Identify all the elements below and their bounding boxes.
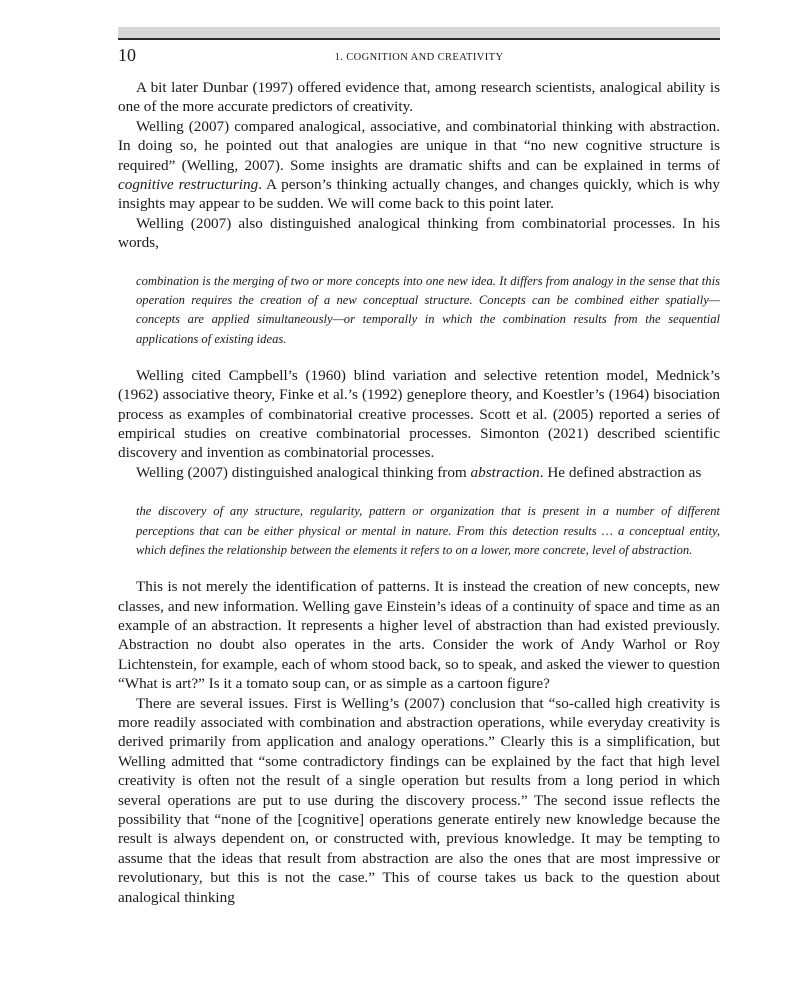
- paragraph-5: Welling (2007) distinguished analogical thinking from abstraction. He defined abstraction as: [136, 463, 702, 481]
- emphasis-abstraction: abstraction: [470, 463, 540, 481]
- running-head: 1. COGNITION AND CREATIVITY: [334, 52, 504, 63]
- block-quote-combination: combination is the merging of two or more concepts into one new idea. It differs from analogy in the sense that this operation requires the creation of a new conceptual structure. Concepts can be combined either spatially—concepts are applied simultaneously—or temporally in which the combination results from the sequential applications of existing ideas.: [136, 273, 720, 346]
- block-quote-abstraction: the discovery of any structure, regularity, pattern or organization that is present in a number of different perceptions that can be either physical or mental in nature. From this detection results … a conceptual entity, which defines the relationship between the elements it refers to on a lower, more concrete, level of abstraction.: [136, 504, 720, 557]
- paragraph-6: This is not merely the identification of patterns. It is instead the creation of new concepts, new classes, and new information. Welling gave Einstein’s ideas of a continuity of space and time as an example of an abstraction. It represents a higher level of abstraction than had existed previously. Abstraction no doubt also operates in the arts. Consider the work of Andy Warhol or Roy Lichtenstein, for example, each of whom stood back, so to speak, and asked the viewer to question “What is art?” Is it a tomato soup can, or as simple as a cartoon figure?: [118, 578, 720, 693]
- paragraph-2: Welling (2007) compared analogical, associative, and combinatorial thinking with abstraction. In doing so, he pointed out that analogies are unique in that “no new cognitive structure is required” (Welling, 2007). Some insights are dramatic shifts and can be explained in terms of cognitive restructuring. A person’s thinking actually changes, and changes quickly, which is why insights may appear to be sudden. We will come back to this point later.: [118, 117, 720, 213]
- header-rule: [118, 27, 720, 40]
- body-text: [118, 78, 720, 907]
- paragraph-7: There are several issues. First is Welling’s (2007) conclusion that “so-called high creativity is more readily associated with combination and abstraction operations, while everyday creativity is derived primarily from application and analogy operations.” Clearly this is a simplification, but Welling admitted that “some contradictory findings can be explained by the fact that high level creativity is often not the result of a single operation but results from a long period in which several operations are put to use during the discovery process.” The second issue reflects the possibility that “none of the [cognitive] operations generate entirely new knowledge because the result is always dependent on, or constructed with, previous knowledge. It may be tempting to assume that the ideas that result from abstraction are also the ones that are most impressive or revolutionary, but this is not the case.” This of course takes us back to the question about analogical thinking: [118, 694, 720, 906]
- paragraph-4: Welling cited Campbell’s (1960) blind variation and selective retention model, Mednick’s (1962) associative theory, Finke et al.’s (1992) geneplore theory, and Koestler’s (1964) bisociation process as examples of combinatorial creative processes. Scott et al. (2005) reported a series of empirical studies on creative combinatorial processes. Simonton (2021) described scientific discovery and invention as combinatorial processes.: [118, 366, 720, 462]
- paragraph-3: Welling (2007) also distinguished analogical thinking from combinatorial processes. In his words,: [118, 214, 720, 252]
- paragraph-1: A bit later Dunbar (1997) offered evidence that, among research scientists, analogical ability is one of the more accurate predictors of creativity.: [118, 79, 720, 116]
- page-number: 10: [118, 45, 136, 65]
- emphasis-cognitive-restructuring: cognitive restructuring: [118, 176, 259, 194]
